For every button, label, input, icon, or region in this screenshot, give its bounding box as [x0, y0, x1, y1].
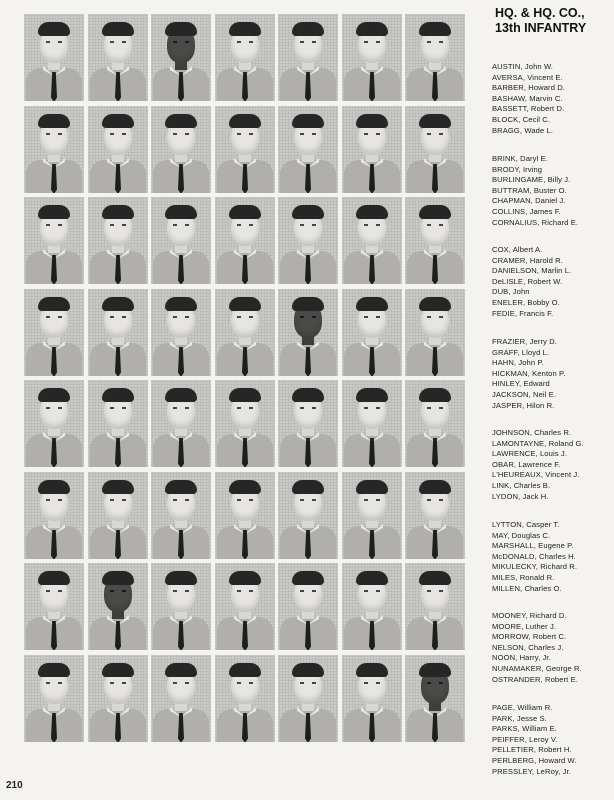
portrait-photo: [342, 655, 402, 742]
portrait-photo: [278, 197, 338, 284]
soldier-name: CHAPMAN, Daniel J.: [492, 196, 566, 206]
portrait-photo: [342, 197, 402, 284]
row-name-block: [492, 428, 612, 502]
row-name-block: [492, 337, 612, 411]
portrait-photo: [151, 472, 211, 559]
portrait-photo: [151, 655, 211, 742]
portrait-photo: [342, 106, 402, 193]
portrait-photo: [405, 472, 465, 559]
soldier-name: BRINK, Daryl E.: [492, 154, 548, 163]
portrait-photo: [342, 14, 402, 101]
soldier-name: LYDON, Jack H.: [492, 491, 549, 501]
portrait-photo: [24, 380, 84, 467]
soldier-name: BRAGG, Wade L.: [492, 125, 554, 135]
row-name-block: [492, 520, 612, 594]
portrait-photo: [405, 14, 465, 101]
portrait-photo: [151, 106, 211, 193]
portrait-photo: [151, 380, 211, 467]
soldier-name: NELSON, Charles J.: [492, 642, 564, 652]
page-number: 210: [6, 780, 23, 791]
soldier-name: BURLINGAME, Billy J.: [492, 175, 571, 185]
portrait-photo: [278, 563, 338, 650]
soldier-name: HICKMAN, Kenton P.: [492, 368, 566, 378]
soldier-name: JOHNSON, Charles R.: [492, 428, 572, 437]
soldier-name: BASSETT, Robert D.: [492, 104, 565, 114]
row-name-block: [492, 611, 612, 685]
soldier-name: MILES, Ronald R.: [492, 572, 555, 582]
soldier-name: MOORE, Luther J.: [492, 621, 557, 631]
portrait-photo: [215, 106, 275, 193]
portrait-photo: [24, 289, 84, 376]
soldier-name: BUTTRAM, Buster O.: [492, 185, 567, 195]
soldier-name: McDONALD, Charles H.: [492, 551, 576, 561]
soldier-name: PARKS, William E.: [492, 724, 557, 734]
soldier-name: MILLEN, Charles O.: [492, 583, 562, 593]
portrait-photo: [24, 197, 84, 284]
portrait-photo: [342, 380, 402, 467]
soldier-name: LAMONTAYNE, Roland G.: [492, 438, 584, 448]
soldier-name: NUNAMAKER, George R.: [492, 663, 582, 673]
portrait-photo: [88, 106, 148, 193]
row-name-block: [492, 245, 612, 319]
soldier-name: DANIELSON, Marlin L.: [492, 266, 572, 276]
portrait-photo: [24, 106, 84, 193]
portrait-photo: [278, 289, 338, 376]
portrait-photo: [24, 563, 84, 650]
portrait-photo: [215, 289, 275, 376]
soldier-name: HINLEY, Edward: [492, 379, 550, 389]
portrait-photo: [215, 563, 275, 650]
soldier-name: MAY, Douglas C.: [492, 530, 551, 540]
soldier-name: LAWRENCE, Louis J.: [492, 449, 567, 459]
portrait-photo: [88, 472, 148, 559]
portrait-photo: [88, 655, 148, 742]
portrait-photo: [405, 380, 465, 467]
portrait-photo: [405, 197, 465, 284]
soldier-name: AUSTIN, John W.: [492, 62, 553, 71]
portrait-photo: [215, 380, 275, 467]
soldier-name: BRODY, Irving: [492, 164, 543, 174]
portrait-photo: [151, 563, 211, 650]
portrait-photo: [278, 380, 338, 467]
soldier-name: CORNALIUS, Richard E.: [492, 217, 579, 227]
soldier-name: OSTRANDER, Robert E.: [492, 674, 578, 684]
soldier-name: PAGE, William R.: [492, 703, 553, 712]
soldier-name: PRESSLEY, LeRoy, Jr.: [492, 766, 571, 776]
portrait-photo: [278, 472, 338, 559]
soldier-name: ENELER, Bobby O.: [492, 297, 560, 307]
portrait-photo: [215, 14, 275, 101]
portrait-photo: [88, 380, 148, 467]
portrait-photo: [278, 655, 338, 742]
portrait-photo: [278, 14, 338, 101]
portrait-photo: [151, 197, 211, 284]
portrait-photo: [342, 289, 402, 376]
company-title-line-2: 13th INFANTRY: [495, 21, 587, 35]
soldier-name: JACKSON, Neil E.: [492, 389, 557, 399]
portrait-photo: [215, 472, 275, 559]
soldier-name: JASPER, Hilon R.: [492, 400, 555, 410]
portrait-photo: [405, 106, 465, 193]
soldier-name: LYTTON, Casper T.: [492, 520, 560, 529]
soldier-name: AVERSA, Vincent E.: [492, 72, 563, 82]
soldier-name: MORROW, Robert C.: [492, 632, 567, 642]
soldier-name: BLOCK, Cecil C.: [492, 114, 551, 124]
soldier-name: HAHN, John P.: [492, 358, 544, 368]
soldier-name: CRAMER, Harold R.: [492, 255, 563, 265]
company-title-line-1: HQ. & HQ. CO.,: [495, 6, 585, 20]
portrait-photo: [24, 472, 84, 559]
soldier-name: LINK, Charles B.: [492, 480, 551, 490]
portrait-photo: [151, 289, 211, 376]
soldier-name: COLLINS, James F.: [492, 206, 561, 216]
soldier-name: GRAFF, Lloyd L.: [492, 347, 550, 357]
portrait-photo: [88, 197, 148, 284]
soldier-name: MARSHALL, Eugene P.: [492, 541, 574, 551]
soldier-name: OBAR, Lawrence F.: [492, 459, 561, 469]
portrait-photo: [405, 563, 465, 650]
portrait-photo: [405, 655, 465, 742]
row-name-block: [492, 154, 612, 228]
row-name-block: [492, 62, 612, 136]
soldier-name: PARK, Jesse S.: [492, 713, 547, 723]
portrait-photo: [24, 14, 84, 101]
soldier-name: PELLETIER, Robert H.: [492, 745, 572, 755]
portrait-photo: [151, 14, 211, 101]
soldier-name: BASHAW, Marvin C.: [492, 93, 563, 103]
soldier-name: COX, Albert A.: [492, 245, 543, 254]
portrait-grid: [24, 14, 466, 744]
portrait-photo: [405, 289, 465, 376]
soldier-name: FRAZIER, Jerry D.: [492, 337, 557, 346]
portrait-photo: [88, 289, 148, 376]
portrait-photo: [215, 655, 275, 742]
soldier-name: PERLBERG, Howard W.: [492, 755, 577, 765]
soldier-name: MOONEY, Richard D.: [492, 611, 567, 620]
soldier-name: FEDIE, Francis F.: [492, 308, 554, 318]
soldier-name: NOON, Harry, Jr.: [492, 653, 551, 663]
soldier-name: DUB, John: [492, 287, 530, 297]
company-title: [495, 6, 610, 36]
soldier-name: L'HEUREAUX, Vincent J.: [492, 470, 580, 480]
portrait-photo: [342, 563, 402, 650]
portrait-photo: [278, 106, 338, 193]
portrait-photo: [24, 655, 84, 742]
soldier-name: BARBER, Howard D.: [492, 83, 566, 93]
portrait-photo: [215, 197, 275, 284]
portrait-photo: [342, 472, 402, 559]
soldier-name: PEIFFER, Leroy V.: [492, 734, 558, 744]
soldier-name: DeLISLE, Robert W.: [492, 276, 563, 286]
portrait-photo: [88, 14, 148, 101]
row-name-block: [492, 703, 612, 777]
portrait-photo: [88, 563, 148, 650]
soldier-name: MIKULECKY, Richard R.: [492, 562, 578, 572]
